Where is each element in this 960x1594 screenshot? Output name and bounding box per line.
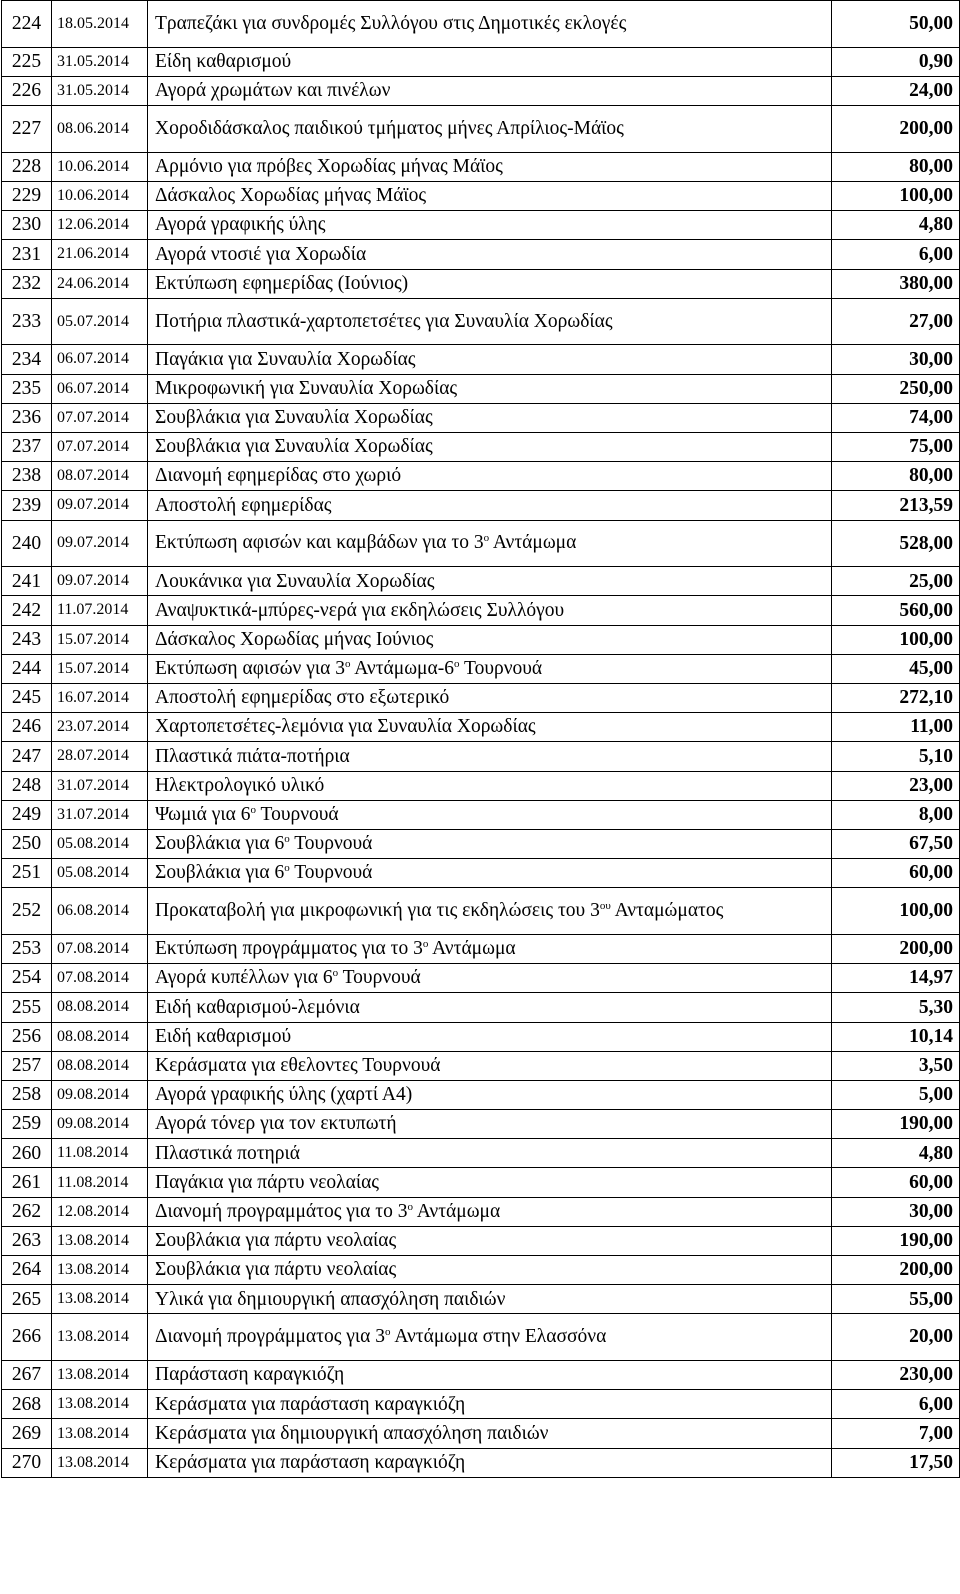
table-row xyxy=(2,1285,960,1314)
entry-date: 13.08.2014 xyxy=(52,1448,148,1477)
entry-date: 09.07.2014 xyxy=(52,520,148,567)
entry-date: 09.08.2014 xyxy=(52,1110,148,1139)
entry-number: 236 xyxy=(2,403,52,432)
entry-number: 267 xyxy=(2,1361,52,1390)
entry-description: Εκτύπωση εφημερίδας (Ιούνιος) xyxy=(148,269,832,298)
entry-number: 270 xyxy=(2,1448,52,1477)
entry-number: 260 xyxy=(2,1139,52,1168)
entry-number: 255 xyxy=(2,993,52,1022)
entry-number: 229 xyxy=(2,181,52,210)
entry-description: Προκαταβολή για μικροφωνική για τις εκδηλώσεις του $3^{o\upsilon}$ Ανταμώματος xyxy=(148,888,832,935)
entry-amount: 60,00 xyxy=(832,1168,960,1197)
entry-amount: 14,97 xyxy=(832,964,960,993)
table-row xyxy=(2,432,960,461)
entry-date: 09.07.2014 xyxy=(52,567,148,596)
entry-date: 07.07.2014 xyxy=(52,403,148,432)
entry-number: 224 xyxy=(2,1,52,48)
entry-description: Κεράσματα για εθελοντες Τουρνουά xyxy=(148,1051,832,1080)
entry-amount: 3,50 xyxy=(832,1051,960,1080)
table-row xyxy=(2,888,960,935)
table-row xyxy=(2,1022,960,1051)
table-row xyxy=(2,211,960,240)
entry-amount: 30,00 xyxy=(832,1197,960,1226)
entry-number: 231 xyxy=(2,240,52,269)
entry-number: 228 xyxy=(2,152,52,181)
entry-number: 238 xyxy=(2,462,52,491)
table-row xyxy=(2,934,960,963)
table-row xyxy=(2,1110,960,1139)
table-row xyxy=(2,1,960,48)
entry-description: Ειδή καθαρισμού-λεμόνια xyxy=(148,993,832,1022)
entry-amount: 24,00 xyxy=(832,76,960,105)
table-row xyxy=(2,1197,960,1226)
entry-description: Κεράσματα για παράσταση καραγκιόζη xyxy=(148,1448,832,1477)
table-row xyxy=(2,800,960,829)
entry-number: 244 xyxy=(2,654,52,683)
entry-date: 06.08.2014 xyxy=(52,888,148,935)
entry-date: 13.08.2014 xyxy=(52,1390,148,1419)
entry-description: Αρμόνιο για πρόβες Χορωδίας μήνας Μάϊος xyxy=(148,152,832,181)
entry-number: 249 xyxy=(2,800,52,829)
entry-description: Αγορά ντοσιέ για Χορωδία xyxy=(148,240,832,269)
entry-number: 256 xyxy=(2,1022,52,1051)
entry-number: 251 xyxy=(2,859,52,888)
entry-amount: 8,00 xyxy=(832,800,960,829)
table-row xyxy=(2,829,960,858)
entry-description: Σουβλάκια για $6^o$ Τουρνουά xyxy=(148,859,832,888)
entry-date: 07.08.2014 xyxy=(52,934,148,963)
entry-description: Αγορά τόνερ για τον εκτυπωτή xyxy=(148,1110,832,1139)
entry-description: Διανομή προγράμματος για $3^o$ Αντάμωμα στην Ελασσόνα xyxy=(148,1314,832,1361)
entry-description: Υλικά για δημιουργική απασχόληση παιδιών xyxy=(148,1285,832,1314)
entry-description: Εκτύπωση προγράμματος για το $3^o$ Αντάμωμα xyxy=(148,934,832,963)
entry-description: Εκτύπωση αφισών και καμβάδων για το $3^o$ Αντάμωμα xyxy=(148,520,832,567)
table-row xyxy=(2,1226,960,1255)
entry-date: 16.07.2014 xyxy=(52,683,148,712)
table-row xyxy=(2,993,960,1022)
entry-number: 264 xyxy=(2,1256,52,1285)
entry-number: 230 xyxy=(2,211,52,240)
entry-number: 261 xyxy=(2,1168,52,1197)
entry-date: 31.05.2014 xyxy=(52,47,148,76)
table-row xyxy=(2,1168,960,1197)
entry-number: 252 xyxy=(2,888,52,935)
table-row xyxy=(2,152,960,181)
entry-date: 18.05.2014 xyxy=(52,1,148,48)
entry-amount: 5,30 xyxy=(832,993,960,1022)
entry-date: 12.06.2014 xyxy=(52,211,148,240)
entry-date: 05.08.2014 xyxy=(52,859,148,888)
entry-number: 254 xyxy=(2,964,52,993)
entry-amount: 0,90 xyxy=(832,47,960,76)
entry-date: 08.07.2014 xyxy=(52,462,148,491)
table-row xyxy=(2,374,960,403)
entry-date: 24.06.2014 xyxy=(52,269,148,298)
table-row xyxy=(2,567,960,596)
entry-description: Δάσκαλος Χορωδίας μήνας Μάϊος xyxy=(148,181,832,210)
entry-amount: 23,00 xyxy=(832,771,960,800)
entry-date: 09.07.2014 xyxy=(52,491,148,520)
entry-description: Εκτύπωση αφισών για $3^o$ Αντάμωμα-$6^o$ Τουρνουά xyxy=(148,654,832,683)
entry-amount: 190,00 xyxy=(832,1110,960,1139)
table-row xyxy=(2,181,960,210)
entry-date: 15.07.2014 xyxy=(52,625,148,654)
entry-number: 232 xyxy=(2,269,52,298)
entry-description: Χοροδιδάσκαλος παιδικού τμήματος μήνες Απρίλιος-Μάϊος xyxy=(148,106,832,153)
entry-number: 233 xyxy=(2,298,52,345)
entry-description: Κεράσματα για δημιουργική απασχόληση παιδιών xyxy=(148,1419,832,1448)
entry-amount: 380,00 xyxy=(832,269,960,298)
entry-description: Κεράσματα για παράσταση καραγκιόζη xyxy=(148,1390,832,1419)
table-row xyxy=(2,1139,960,1168)
table-row xyxy=(2,1051,960,1080)
entry-amount: 5,10 xyxy=(832,742,960,771)
table-row xyxy=(2,1080,960,1109)
entry-description: Μικροφωνική για Συναυλία Χορωδίας xyxy=(148,374,832,403)
entry-description: Παγάκια για πάρτυ νεολαίας xyxy=(148,1168,832,1197)
table-row xyxy=(2,106,960,153)
entry-description: Αποστολή εφημερίδας στο εξωτερικό xyxy=(148,683,832,712)
entry-date: 06.07.2014 xyxy=(52,374,148,403)
entry-number: 245 xyxy=(2,683,52,712)
entry-amount: 11,00 xyxy=(832,713,960,742)
entry-amount: 272,10 xyxy=(832,683,960,712)
entry-number: 269 xyxy=(2,1419,52,1448)
entry-number: 246 xyxy=(2,713,52,742)
entry-amount: 200,00 xyxy=(832,106,960,153)
entry-amount: 80,00 xyxy=(832,152,960,181)
entry-amount: 74,00 xyxy=(832,403,960,432)
entry-description: Σουβλάκια για Συναυλία Χορωδίας xyxy=(148,432,832,461)
entry-amount: 25,00 xyxy=(832,567,960,596)
entry-number: 265 xyxy=(2,1285,52,1314)
entry-number: 234 xyxy=(2,345,52,374)
entry-date: 11.08.2014 xyxy=(52,1168,148,1197)
entry-date: 09.08.2014 xyxy=(52,1080,148,1109)
entry-description: Διανομή προγραμμάτος για το $3^o$ Αντάμωμα xyxy=(148,1197,832,1226)
table-row xyxy=(2,345,960,374)
table-row xyxy=(2,1390,960,1419)
entry-description: Αναψυκτικά-μπύρες-νερά για εκδηλώσεις Συλλόγου xyxy=(148,596,832,625)
table-row xyxy=(2,742,960,771)
table-row xyxy=(2,654,960,683)
table-row xyxy=(2,520,960,567)
table-row xyxy=(2,596,960,625)
entry-number: 247 xyxy=(2,742,52,771)
entry-date: 12.08.2014 xyxy=(52,1197,148,1226)
entry-description: Αποστολή εφημερίδας xyxy=(148,491,832,520)
entry-number: 240 xyxy=(2,520,52,567)
table-row xyxy=(2,625,960,654)
entry-description: Είδη καθαρισμού xyxy=(148,47,832,76)
entry-date: 06.07.2014 xyxy=(52,345,148,374)
table-row xyxy=(2,771,960,800)
entry-date: 31.05.2014 xyxy=(52,76,148,105)
entry-number: 225 xyxy=(2,47,52,76)
table-row xyxy=(2,269,960,298)
entry-number: 243 xyxy=(2,625,52,654)
entry-date: 28.07.2014 xyxy=(52,742,148,771)
entry-amount: 6,00 xyxy=(832,240,960,269)
table-row xyxy=(2,298,960,345)
entry-date: 23.07.2014 xyxy=(52,713,148,742)
entry-amount: 67,50 xyxy=(832,829,960,858)
table-row xyxy=(2,1419,960,1448)
entry-date: 13.08.2014 xyxy=(52,1256,148,1285)
entry-amount: 250,00 xyxy=(832,374,960,403)
entry-description: Σουβλάκια για πάρτυ νεολαίας xyxy=(148,1256,832,1285)
entry-description: Πλαστικά πιάτα-ποτήρια xyxy=(148,742,832,771)
entry-amount: 560,00 xyxy=(832,596,960,625)
entry-number: 237 xyxy=(2,432,52,461)
entry-amount: 10,14 xyxy=(832,1022,960,1051)
entry-number: 235 xyxy=(2,374,52,403)
entry-description: Σουβλάκια για πάρτυ νεολαίας xyxy=(148,1226,832,1255)
expenses-table xyxy=(1,0,960,1478)
entry-description: Παράσταση καραγκιόζη xyxy=(148,1361,832,1390)
entry-description: Τραπεζάκι για συνδρομές Συλλόγου στις Δημοτικές εκλογές xyxy=(148,1,832,48)
entry-description: Παγάκια για Συναυλία Χορωδίας xyxy=(148,345,832,374)
entry-date: 13.08.2014 xyxy=(52,1226,148,1255)
entry-amount: 7,00 xyxy=(832,1419,960,1448)
entry-description: Σουβλάκια για Συναυλία Χορωδίας xyxy=(148,403,832,432)
entry-amount: 528,00 xyxy=(832,520,960,567)
entry-date: 15.07.2014 xyxy=(52,654,148,683)
entry-amount: 5,00 xyxy=(832,1080,960,1109)
entry-number: 258 xyxy=(2,1080,52,1109)
entry-date: 07.07.2014 xyxy=(52,432,148,461)
entry-number: 241 xyxy=(2,567,52,596)
table-row xyxy=(2,713,960,742)
entry-amount: 30,00 xyxy=(832,345,960,374)
entry-amount: 100,00 xyxy=(832,888,960,935)
entry-date: 21.06.2014 xyxy=(52,240,148,269)
entry-description: Αγορά χρωμάτων και πινέλων xyxy=(148,76,832,105)
entry-description: Ποτήρια πλαστικά-χαρτοπετσέτες για Συναυλία Χορωδίας xyxy=(148,298,832,345)
entry-description: Αγορά κυπέλλων για $6^o$ Τουρνουά xyxy=(148,964,832,993)
entry-amount: 75,00 xyxy=(832,432,960,461)
entry-amount: 20,00 xyxy=(832,1314,960,1361)
entry-number: 248 xyxy=(2,771,52,800)
entry-amount: 6,00 xyxy=(832,1390,960,1419)
entry-date: 05.07.2014 xyxy=(52,298,148,345)
entry-description: Λουκάνικα για Συναυλία Χορωδίας xyxy=(148,567,832,596)
table-row xyxy=(2,1361,960,1390)
entry-amount: 80,00 xyxy=(832,462,960,491)
entry-description: Ειδή καθαρισμού xyxy=(148,1022,832,1051)
table-row xyxy=(2,76,960,105)
entry-description: Διανομή εφημερίδας στο χωριό xyxy=(148,462,832,491)
entry-date: 13.08.2014 xyxy=(52,1419,148,1448)
table-row xyxy=(2,964,960,993)
entry-description: Αγορά γραφικής ύλης xyxy=(148,211,832,240)
entry-amount: 27,00 xyxy=(832,298,960,345)
entry-number: 268 xyxy=(2,1390,52,1419)
table-row xyxy=(2,859,960,888)
entry-amount: 190,00 xyxy=(832,1226,960,1255)
entry-number: 253 xyxy=(2,934,52,963)
entry-date: 08.08.2014 xyxy=(52,1022,148,1051)
entry-amount: 55,00 xyxy=(832,1285,960,1314)
entry-number: 257 xyxy=(2,1051,52,1080)
entry-number: 239 xyxy=(2,491,52,520)
table-row xyxy=(2,462,960,491)
entry-amount: 230,00 xyxy=(832,1361,960,1390)
table-row xyxy=(2,1256,960,1285)
entry-amount: 60,00 xyxy=(832,859,960,888)
table-row xyxy=(2,1314,960,1361)
table-row xyxy=(2,491,960,520)
entry-amount: 200,00 xyxy=(832,1256,960,1285)
entry-amount: 45,00 xyxy=(832,654,960,683)
entry-amount: 100,00 xyxy=(832,181,960,210)
entry-date: 11.07.2014 xyxy=(52,596,148,625)
entry-description: Αγορά γραφικής ύλης (χαρτί Α4) xyxy=(148,1080,832,1109)
entry-date: 11.08.2014 xyxy=(52,1139,148,1168)
entry-amount: 200,00 xyxy=(832,934,960,963)
entry-number: 227 xyxy=(2,106,52,153)
entry-number: 266 xyxy=(2,1314,52,1361)
entry-date: 13.08.2014 xyxy=(52,1361,148,1390)
entry-description: Σουβλάκια για $6^o$ Τουρνουά xyxy=(148,829,832,858)
entry-date: 10.06.2014 xyxy=(52,152,148,181)
entry-description: Χαρτοπετσέτες-λεμόνια για Συναυλία Χορωδίας xyxy=(148,713,832,742)
entry-amount: 4,80 xyxy=(832,211,960,240)
entry-amount: 17,50 xyxy=(832,1448,960,1477)
table-row xyxy=(2,1448,960,1477)
table-row xyxy=(2,403,960,432)
entry-number: 250 xyxy=(2,829,52,858)
table-row xyxy=(2,47,960,76)
entry-amount: 100,00 xyxy=(832,625,960,654)
entry-date: 31.07.2014 xyxy=(52,771,148,800)
entry-description: Δάσκαλος Χορωδίας μήνας Ιούνιος xyxy=(148,625,832,654)
entry-number: 259 xyxy=(2,1110,52,1139)
entry-date: 08.08.2014 xyxy=(52,993,148,1022)
entry-amount: 4,80 xyxy=(832,1139,960,1168)
entry-date: 31.07.2014 xyxy=(52,800,148,829)
entry-number: 226 xyxy=(2,76,52,105)
entry-amount: 50,00 xyxy=(832,1,960,48)
entry-date: 10.06.2014 xyxy=(52,181,148,210)
entry-date: 05.08.2014 xyxy=(52,829,148,858)
entry-date: 13.08.2014 xyxy=(52,1285,148,1314)
entry-number: 263 xyxy=(2,1226,52,1255)
entry-date: 13.08.2014 xyxy=(52,1314,148,1361)
expenses-table-body xyxy=(2,1,960,1478)
entry-number: 262 xyxy=(2,1197,52,1226)
entry-date: 07.08.2014 xyxy=(52,964,148,993)
entry-number: 242 xyxy=(2,596,52,625)
entry-date: 08.08.2014 xyxy=(52,1051,148,1080)
entry-description: Πλαστικά ποτηριά xyxy=(148,1139,832,1168)
entry-description: Ηλεκτρολογικό υλικό xyxy=(148,771,832,800)
entry-amount: 213,59 xyxy=(832,491,960,520)
entry-date: 08.06.2014 xyxy=(52,106,148,153)
table-row xyxy=(2,240,960,269)
entry-description: Ψωμιά για $6^o$ Τουρνουά xyxy=(148,800,832,829)
table-row xyxy=(2,683,960,712)
